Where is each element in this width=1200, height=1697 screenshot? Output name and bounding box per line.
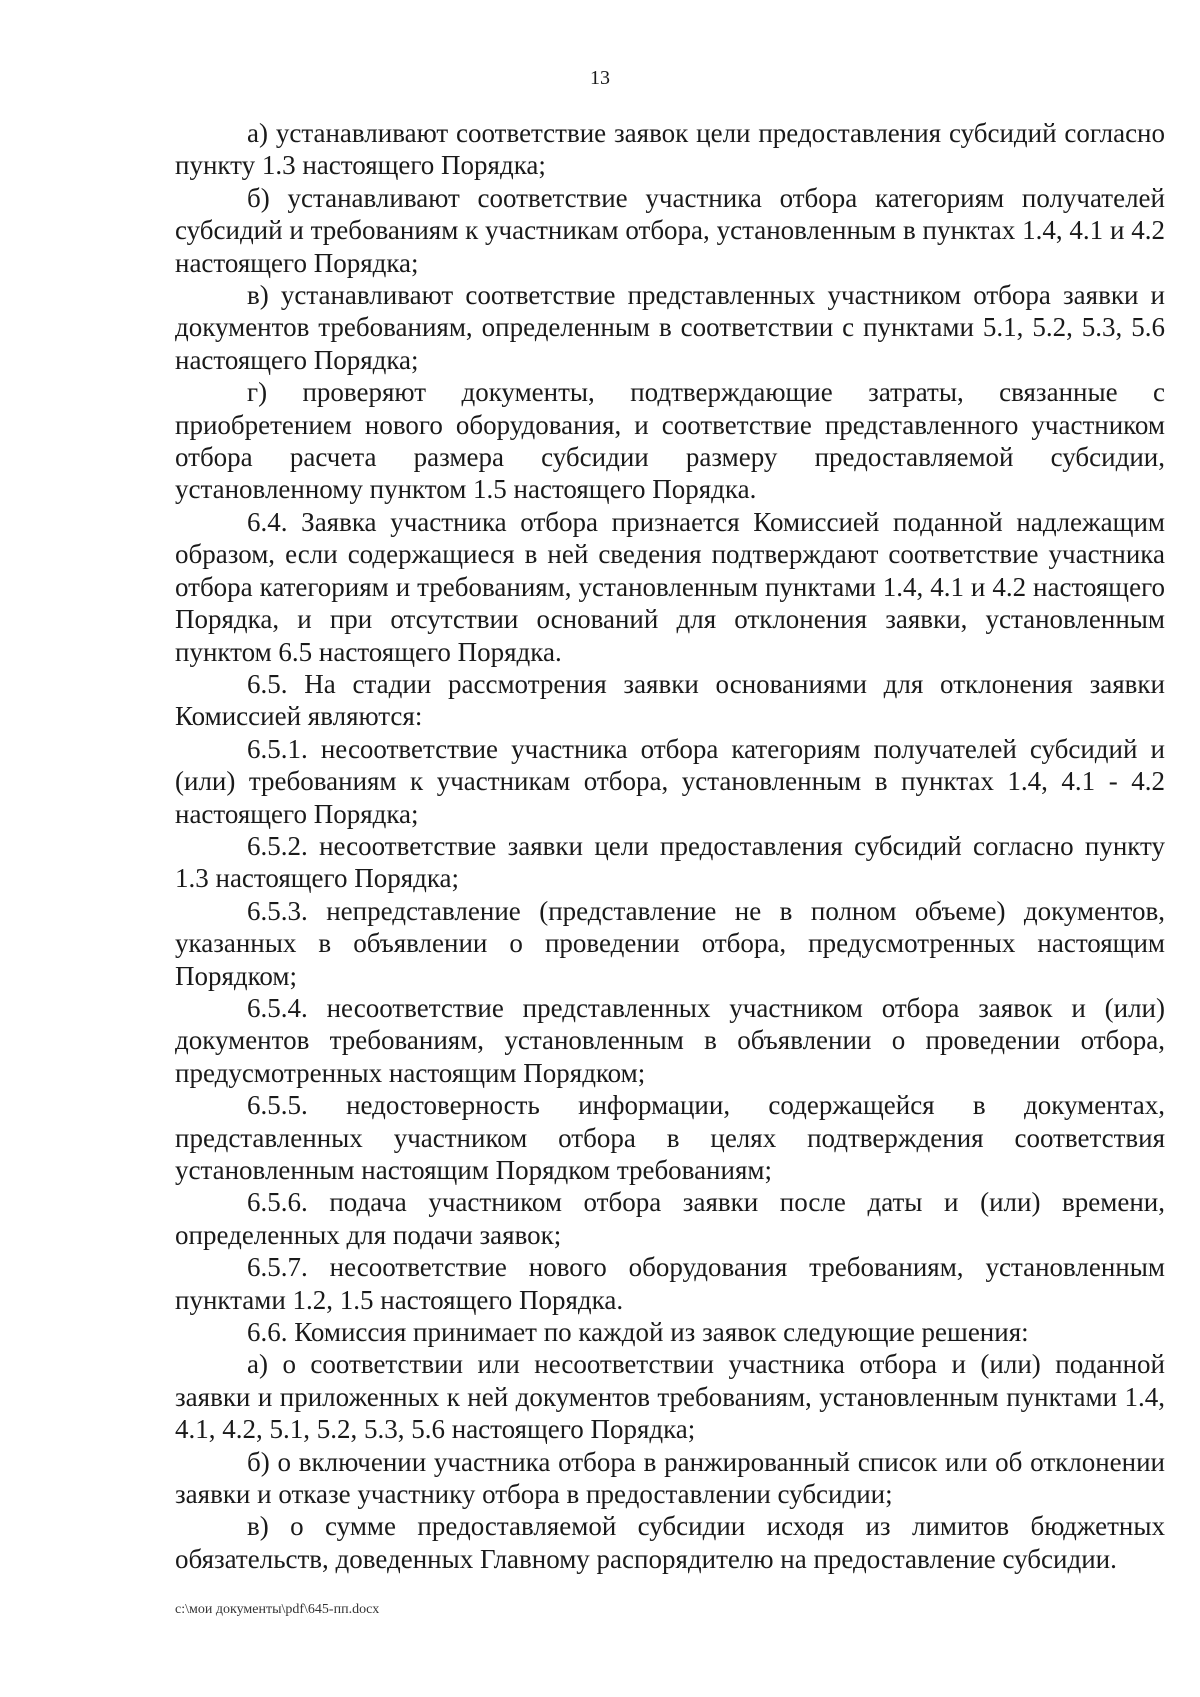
paragraph: в) устанавливают соответствие представленных участником отбора заявки и документов требованиям, определенным в соответствии с пунктами 5.1, 5.2, 5.3, 5.6 настоящего Порядка; [175, 280, 1165, 375]
paragraph: б) о включении участника отбора в ранжированный список или об отклонении заявки и отказе участнику отбора в предоставлении субсидии; [175, 1446, 1165, 1510]
paragraph: 6.4. Заявка участника отбора признается Комиссией поданной надлежащим образом, если содержащиеся в ней сведения подтверждают соответствие участника отбора категориям и требованиям, установленным пунктами 1.4, 4.1 и 4.2 настоящего Порядка, и при отсутствии оснований для отклонения заявки, установленным пунктом 6.5 настоящего Порядка. [175, 506, 1165, 667]
paragraph: 6.5.3. непредставление (представление не в полном объеме) документов, указанных в объявлении о проведении отбора, предусмотренных настоящим Порядком; [175, 895, 1165, 991]
paragraph: 6.5.4. несоответствие представленных участником отбора заявок и (или) документов требованиям, установленным в объявлении о проведении отбора, предусмотренных настоящим Порядком; [175, 992, 1165, 1088]
paragraph: в) о сумме предоставляемой субсидии исходя из лимитов бюджетных обязательств, доведенных Главному распорядителю на предоставление субсидии. [175, 1511, 1165, 1574]
file-path-footer: c:\мои документы\pdf\645-пп.docx [175, 1602, 380, 1617]
paragraph: г) проверяют документы, подтверждающие затраты, связанные с приобретением нового оборудования, и соответствие представленного участником отбора расчета размера субсидии размеру предоставляемой субсидии, установленному пунктом 1.5 настоящего Порядка. [175, 377, 1165, 505]
paragraph: б) устанавливают соответствие участника отбора категориям получателей субсидий и требованиям к участникам отбора, установленным в пунктах 1.4, 4.1 и 4.2 настоящего Порядка; [175, 182, 1165, 278]
paragraph: 6.5.2. несоответствие заявки цели предоставления субсидий согласно пункту 1.3 настоящего Порядка; [175, 830, 1165, 894]
paragraph: 6.6. Комиссия принимает по каждой из заявок следующие решения: [247, 1317, 1029, 1348]
paragraph: 6.5.6. подача участником отбора заявки после даты и (или) времени, определенных для подачи заявок; [175, 1187, 1165, 1250]
paragraph: 6.5.1. несоответствие участника отбора категориям получателей субсидий и (или) требованиям к участникам отбора, установленным в пунктах 1.4, 4.1 - 4.2 настоящего Порядка; [175, 733, 1165, 829]
paragraph: а) устанавливают соответствие заявок цели предоставления субсидий согласно пункту 1.3 настоящего Порядка; [175, 118, 1165, 181]
paragraph: 6.5.5. недостоверность информации, содержащейся в документах, представленных участником отбора в целях подтверждения соответствия установленным настоящим Порядком требованиям; [175, 1090, 1165, 1185]
page-number: 13 [590, 67, 610, 89]
paragraph: 6.5.7. несоответствие нового оборудования требованиям, установленным пунктами 1.2, 1.5 настоящего Порядка. [175, 1252, 1165, 1315]
paragraph: а) о соответствии или несоответствии участника отбора и (или) поданной заявки и приложенных к ней документов требованиям, установленным пунктами 1.4, 4.1, 4.2, 5.1, 5.2, 5.3, 5.6 настоящего Порядка; [175, 1349, 1165, 1445]
paragraph: 6.5. На стадии рассмотрения заявки основаниями для отклонения заявки Комиссией являются: [175, 668, 1165, 732]
document-body [175, 117, 1165, 1575]
